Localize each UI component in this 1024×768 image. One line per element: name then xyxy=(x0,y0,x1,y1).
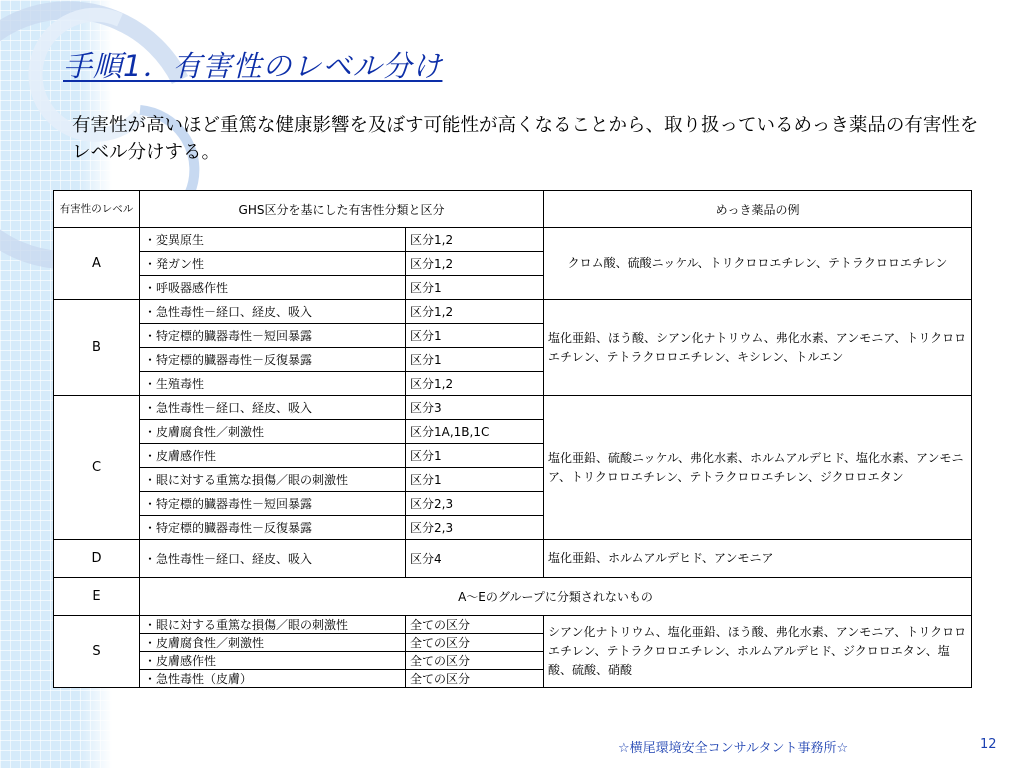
hazard-item: ・呼吸器感作性 xyxy=(140,276,406,300)
header-level: 有害性のレベル xyxy=(54,191,140,228)
level-cell-d: D xyxy=(54,540,140,578)
level-cell-c: C xyxy=(54,396,140,540)
hazard-category: 区分1A,1B,1C xyxy=(406,420,544,444)
hazard-category: 区分1 xyxy=(406,324,544,348)
table-row xyxy=(54,616,972,634)
table-header-row xyxy=(54,191,972,228)
hazard-item: ・急性毒性－経口、経皮、吸入 xyxy=(140,300,406,324)
hazard-category: 区分1,2 xyxy=(406,300,544,324)
hazard-level-table xyxy=(53,190,972,688)
hazard-item: ・特定標的臓器毒性－短回暴露 xyxy=(140,324,406,348)
examples-c: 塩化亜鉛、硫酸ニッケル、弗化水素、ホルムアルデヒド、塩化水素、アンモニア、トリクロロエチレン、テトラクロロエチレン、ジクロロエタン xyxy=(544,396,972,540)
hazard-category: 区分2,3 xyxy=(406,516,544,540)
table-row xyxy=(54,300,972,324)
hazard-category: 区分4 xyxy=(406,540,544,578)
level-cell-e: E xyxy=(54,578,140,616)
examples-b: 塩化亜鉛、ほう酸、シアン化ナトリウム、弗化水素、アンモニア、トリクロロエチレン、テトラクロロエチレン、キシレン、トルエン xyxy=(544,300,972,396)
hazard-item: ・皮膚感作性 xyxy=(140,652,406,670)
hazard-category: 区分1,2 xyxy=(406,228,544,252)
page-number: 12 xyxy=(980,737,997,752)
hazard-item: ・急性毒性－経口、経皮、吸入 xyxy=(140,540,406,578)
hazard-item: ・皮膚腐食性／刺激性 xyxy=(140,634,406,652)
hazard-category: 区分3 xyxy=(406,396,544,420)
hazard-item: ・発ガン性 xyxy=(140,252,406,276)
hazard-category: 区分1,2 xyxy=(406,252,544,276)
hazard-item: ・特定標的臓器毒性－反復暴露 xyxy=(140,516,406,540)
hazard-item: ・急性毒性－経口、経皮、吸入 xyxy=(140,396,406,420)
hazard-item: ・皮膚腐食性／刺激性 xyxy=(140,420,406,444)
level-cell-b: B xyxy=(54,300,140,396)
hazard-item: ・眼に対する重篤な損傷／眼の刺激性 xyxy=(140,468,406,492)
hazard-category: 区分1 xyxy=(406,348,544,372)
hazard-item: ・皮膚感作性 xyxy=(140,444,406,468)
level-cell-s: S xyxy=(54,616,140,688)
header-examples: めっき薬品の例 xyxy=(544,191,972,228)
examples-s: シアン化ナトリウム、塩化亜鉛、ほう酸、弗化水素、アンモニア、トリクロロエチレン、テトラクロロエチレン、ホルムアルデヒド、ジクロロエタン、塩酸、硫酸、硝酸 xyxy=(544,616,972,688)
examples-a: クロム酸、硫酸ニッケル、トリクロロエチレン、テトラクロロエチレン xyxy=(544,228,972,300)
hazard-category: 全ての区分 xyxy=(406,616,544,634)
hazard-category: 区分1 xyxy=(406,444,544,468)
hazard-category: 区分2,3 xyxy=(406,492,544,516)
hazard-item: ・急性毒性（皮膚） xyxy=(140,670,406,688)
hazard-category: 区分1,2 xyxy=(406,372,544,396)
hazard-item: ・特定標的臓器毒性－短回暴露 xyxy=(140,492,406,516)
hazard-item: ・変異原生 xyxy=(140,228,406,252)
hazard-category: 全ての区分 xyxy=(406,652,544,670)
hazard-item: ・眼に対する重篤な損傷／眼の刺激性 xyxy=(140,616,406,634)
hazard-category: 全ての区分 xyxy=(406,670,544,688)
table-row xyxy=(54,540,972,578)
examples-d: 塩化亜鉛、ホルムアルデヒド、アンモニア xyxy=(544,540,972,578)
intro-text: 有害性が高いほど重篤な健康影響を及ぼす可能性が高くなることから、取り扱っているめっき薬品の有害性をレベル分けする。 xyxy=(72,115,979,163)
slide-title: 手順1．有害性のレベル分け xyxy=(63,49,443,83)
footer-company: ☆横尾環境安全コンサルタント事務所☆ xyxy=(618,741,849,756)
hazard-category: 区分1 xyxy=(406,468,544,492)
hazard-category: 区分1 xyxy=(406,276,544,300)
hazard-category: 全ての区分 xyxy=(406,634,544,652)
table-row xyxy=(54,228,972,252)
table-row xyxy=(54,578,972,616)
hazard-item: ・特定標的臓器毒性－反復暴露 xyxy=(140,348,406,372)
header-ghs: GHS区分を基にした有害性分類と区分 xyxy=(140,191,544,228)
table-row xyxy=(54,396,972,420)
level-cell-a: A xyxy=(54,228,140,300)
hazard-item: ・生殖毒性 xyxy=(140,372,406,396)
level-e-note: A～Eのグループに分類されないもの xyxy=(140,578,972,616)
